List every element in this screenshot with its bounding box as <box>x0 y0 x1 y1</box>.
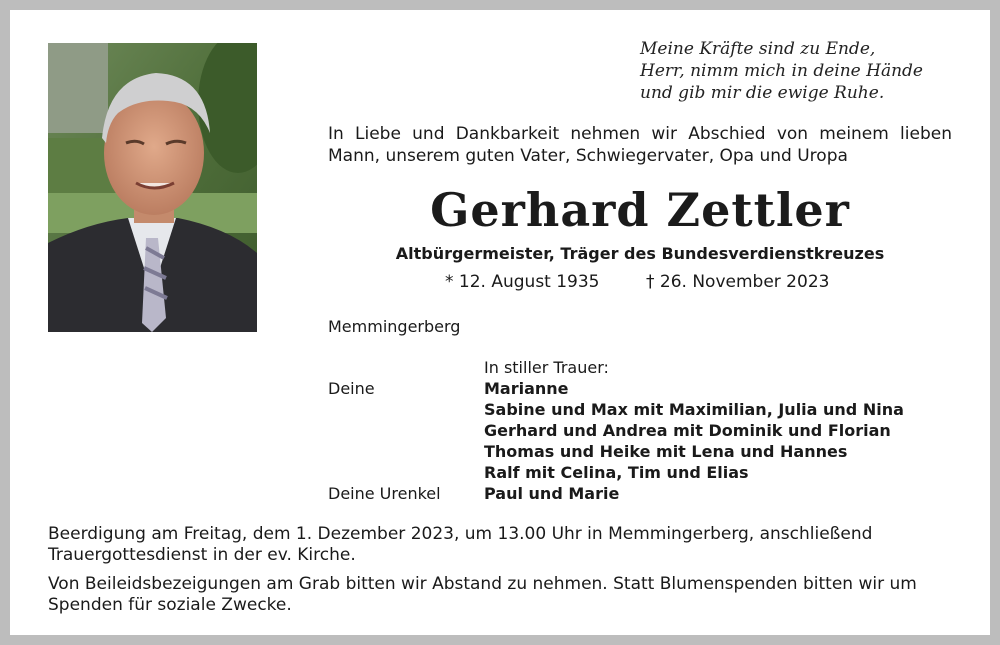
obituary-card <box>10 10 990 635</box>
mourner-family: Ralf mit Celina, Tim und Elias <box>484 463 749 482</box>
mourner-family: Thomas und Heike mit Lena und Hannes <box>484 442 848 461</box>
mourner-wife: Marianne <box>484 379 569 398</box>
deceased-name: Gerhard Zettler <box>430 183 850 237</box>
deceased-title: Altbürgermeister, Träger des Bundesverdienstkreuzes <box>395 244 885 263</box>
portrait-image <box>48 43 257 332</box>
mourner-family: Gerhard und Andrea mit Dominik und Florian <box>484 421 891 440</box>
death-date: † 26. November 2023 <box>646 272 830 292</box>
birth-date: * 12. August 1935 <box>445 272 600 292</box>
donation-request: Von Beileidsbezeigungen am Grab bitten wir Abstand zu nehmen. Statt Blumenspenden bitten wir um Spenden für soziale Zwecke. <box>48 574 917 615</box>
motto-line: und gib mir die ewige Ruhe. <box>640 83 885 103</box>
motto-line: Herr, nimm mich in deine Hände <box>640 61 923 81</box>
footer-notes <box>48 524 948 624</box>
mourning-heading: In stiller Trauer: <box>484 358 609 377</box>
relation-label-urenkel: Deine Urenkel <box>328 484 441 503</box>
motto-line: Meine Kräfte sind zu Ende, <box>640 39 876 59</box>
place: Memmingerberg <box>328 317 461 336</box>
mourner-family: Sabine und Max mit Maximilian, Julia und Nina <box>484 400 904 419</box>
mourner-great-grandchildren: Paul und Marie <box>484 484 620 503</box>
bible-motto <box>640 38 923 104</box>
funeral-notice: Beerdigung am Freitag, dem 1. Dezember 2023, um 13.00 Uhr in Memmingerberg, anschließend Trauergottesdienst in der ev. Kirche. <box>48 524 873 565</box>
portrait-photo <box>48 43 257 332</box>
relation-label-deine: Deine <box>328 379 375 398</box>
intro-text: In Liebe und Dankbarkeit nehmen wir Abschied von meinem lieben Mann, unserem guten Vater, Schwiegervater, Opa und Uropa <box>328 124 952 166</box>
